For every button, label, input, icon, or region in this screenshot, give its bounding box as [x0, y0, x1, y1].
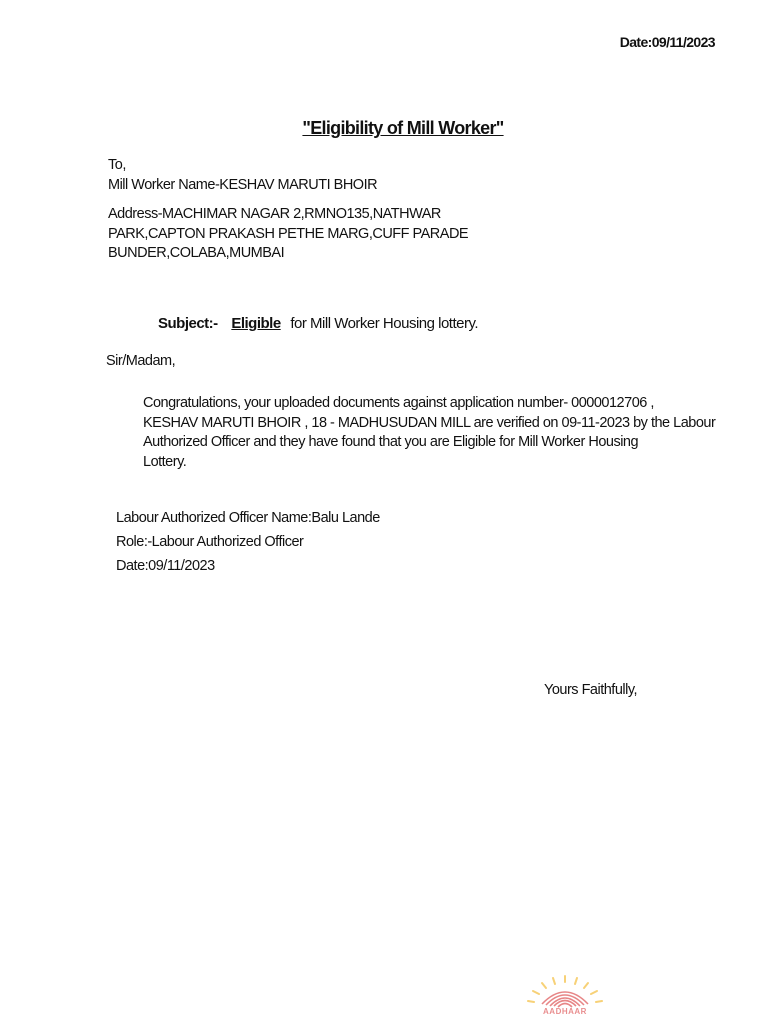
body-line: Lottery.	[143, 453, 187, 470]
officer-role: Role:-Labour Authorized Officer	[116, 534, 304, 550]
salutation: Sir/Madam,	[106, 353, 176, 369]
body-line: Authorized Officer and they have found that you are Eligible for Mill Worker Housing	[143, 434, 639, 450]
letter-title: "Eligibility of Mill Worker"	[302, 118, 504, 138]
officer-name: Labour Authorized Officer Name:Balu Lande	[116, 510, 380, 526]
subject-label: Subject:-	[158, 315, 218, 332]
body-line: Congratulations, your uploaded documents against application number- 0000012706 ,	[143, 395, 654, 411]
header-date: Date:09/11/2023	[619, 34, 715, 50]
eligibility-status: Eligible	[231, 315, 281, 332]
subject-line	[158, 315, 478, 332]
aadhaar-logo-icon	[520, 974, 610, 1018]
officer-date: Date:09/11/2023	[116, 558, 215, 574]
to-label: To,	[108, 157, 126, 173]
officer-block	[116, 506, 380, 578]
address-line: Address-MACHIMAR NAGAR 2,RMNO135,NATHWAR	[108, 206, 441, 222]
recipient-block	[108, 156, 377, 195]
mill-worker-name: Mill Worker Name-KESHAV MARUTI BHOIR	[108, 176, 378, 193]
recipient-address	[108, 205, 468, 264]
subject-text: for Mill Worker Housing lottery.	[290, 315, 479, 332]
svg-text:AADHAAR: AADHAAR	[543, 1007, 587, 1016]
address-line: BUNDER,COLABA,MUMBAI	[108, 245, 285, 261]
address-line: PARK,CAPTON PRAKASH PETHE MARG,CUFF PARADE	[108, 225, 469, 242]
body-paragraph	[143, 394, 733, 472]
body-line: KESHAV MARUTI BHOIR , 18 - MADHUSUDAN MILL are verified on 09-11-2023 by the Labour	[143, 414, 716, 431]
closing-line: Yours Faithfully,	[544, 682, 638, 698]
